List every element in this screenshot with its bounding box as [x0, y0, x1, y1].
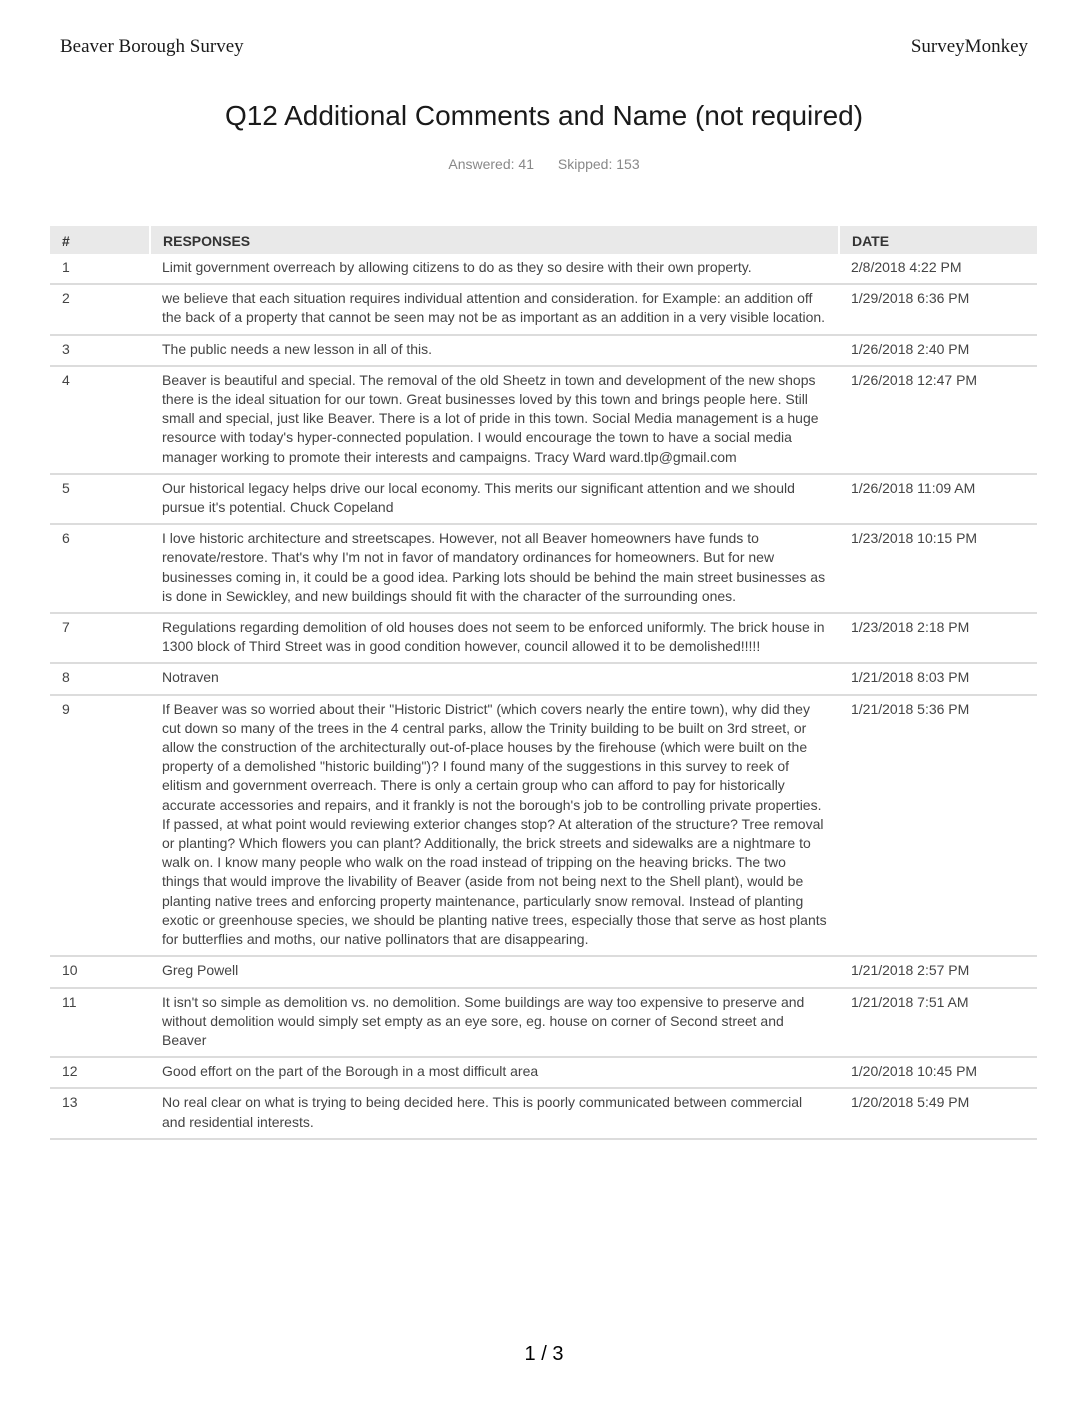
- row-date: 1/26/2018 2:40 PM: [839, 335, 1037, 366]
- row-date: 1/29/2018 6:36 PM: [839, 284, 1037, 334]
- row-response: Notraven: [150, 663, 839, 694]
- table-row: [50, 524, 1037, 613]
- row-response: Limit government overreach by allowing citizens to do as they so desire with their own property.: [150, 254, 839, 284]
- row-number: 9: [50, 695, 150, 957]
- table-row: [50, 613, 1037, 663]
- row-number: 6: [50, 524, 150, 613]
- survey-name: Beaver Borough Survey: [60, 36, 244, 57]
- row-number: 5: [50, 474, 150, 524]
- row-number: 12: [50, 1057, 150, 1088]
- table-header-row: [50, 226, 1037, 254]
- table-row: [50, 335, 1037, 366]
- row-date: 1/20/2018 5:49 PM: [839, 1088, 1037, 1138]
- row-date: 1/21/2018 7:51 AM: [839, 988, 1037, 1058]
- row-date: 1/26/2018 11:09 AM: [839, 474, 1037, 524]
- column-header-date: DATE: [839, 226, 1037, 254]
- column-header-responses: RESPONSES: [150, 226, 839, 254]
- column-header-number: #: [50, 226, 150, 254]
- table-row: [50, 695, 1037, 957]
- row-response: Our historical legacy helps drive our local economy. This merits our significant attention and we should pursue it's potential. Chuck Copeland: [150, 474, 839, 524]
- table-row: [50, 474, 1037, 524]
- row-date: 1/21/2018 8:03 PM: [839, 663, 1037, 694]
- row-response: I love historic architecture and streetscapes. However, not all Beaver homeowners have funds to renovate/restore. That's why I'm not in favor of mandatory ordinances for homeowners. But for new businesses coming in, it could be a good idea. Parking lots should be behind the main street businesses as is done in Sewickley, and new buildings should fit with the character of the surrounding ones.: [150, 524, 839, 613]
- row-date: 1/20/2018 10:45 PM: [839, 1057, 1037, 1088]
- table-row: [50, 366, 1037, 474]
- row-response: Good effort on the part of the Borough in a most difficult area: [150, 1057, 839, 1088]
- row-response: The public needs a new lesson in all of this.: [150, 335, 839, 366]
- row-number: 7: [50, 613, 150, 663]
- row-number: 1: [50, 254, 150, 284]
- page-header: [60, 36, 1028, 62]
- table-row: [50, 284, 1037, 334]
- response-stats: [0, 156, 1088, 172]
- row-date: 1/23/2018 2:18 PM: [839, 613, 1037, 663]
- responses-table: [50, 226, 1037, 1140]
- table-row: [50, 956, 1037, 987]
- row-date: 1/21/2018 2:57 PM: [839, 956, 1037, 987]
- table-row: [50, 1088, 1037, 1138]
- row-response: If Beaver was so worried about their "Historic District" (which covers nearly the entire town), why did they cut down so many of the trees in the 4 central parks, allow the Trinity building to be built on 3rd street, or allow the construction of the architecturally out-of-place houses by the firehouse (which were built on the property of a demolished "historic building")? I found many of the suggestions in this survey to reek of elitism and government overreach. There is only a certain group who can afford to pay for historically accurate accessories and repairs, and it frankly is not the borough's job to be controlling private properties. If passed, at what point would reviewing exterior changes stop? At alteration of the structure? Tree removal or planting? Which flowers you can plant? Additionally, the brick streets and sidewalks are a nightmare to walk on. I know many people who walk on the road instead of tripping on the heaving bricks. The two things that would improve the livability of Beaver (aside from not being next to the Shell plant), would be planting native trees and enforcing property maintenance, particularly snow removal. Instead of planting exotic or greenhouse species, we should be planting native trees, especially those that serve as host plants for butterflies and moths, our native pollinators that are disappearing.: [150, 695, 839, 957]
- row-number: 13: [50, 1088, 150, 1138]
- table-row: [50, 988, 1037, 1058]
- row-date: 1/26/2018 12:47 PM: [839, 366, 1037, 474]
- row-date: 2/8/2018 4:22 PM: [839, 254, 1037, 284]
- brand-name: SurveyMonkey: [910, 36, 1028, 57]
- row-number: 3: [50, 335, 150, 366]
- row-number: 10: [50, 956, 150, 987]
- row-response: No real clear on what is trying to being decided here. This is poorly communicated between commercial and residential interests.: [150, 1088, 839, 1138]
- row-number: 4: [50, 366, 150, 474]
- skipped-count: Skipped: 153: [557, 156, 640, 172]
- answered-count: Answered: 41: [448, 156, 534, 172]
- row-date: 1/21/2018 5:36 PM: [839, 695, 1037, 957]
- row-response: Regulations regarding demolition of old houses does not seem to be enforced uniformly. The brick house in 1300 block of Third Street was in good condition however, council allowed it to be demolished!!!!!: [150, 613, 839, 663]
- question-title: Q12 Additional Comments and Name (not required): [224, 100, 864, 131]
- row-response: Beaver is beautiful and special. The removal of the old Sheetz in town and development of the new shops there is the ideal situation for our town. Great businesses loved by this town and brings people here. Still small and special, just like Beaver. There is a lot of pride in this town. Social Media management is a huge resource with today's hyper-connected population. I would encourage the town to have a social media manager working to promote their interests and campaigns. Tracy Ward ward.tlp@gmail.com: [150, 366, 839, 474]
- row-response: Greg Powell: [150, 956, 839, 987]
- row-date: 1/23/2018 10:15 PM: [839, 524, 1037, 613]
- row-response: It isn't so simple as demolition vs. no demolition. Some buildings are way too expensive to preserve and without demolition would simply set empty as an eye sore, eg. house on corner of Second street and Beaver: [150, 988, 839, 1058]
- row-number: 2: [50, 284, 150, 334]
- row-number: 11: [50, 988, 150, 1058]
- row-number: 8: [50, 663, 150, 694]
- table-row: [50, 663, 1037, 694]
- row-response: we believe that each situation requires individual attention and consideration. for Example: an addition off the back of a property that cannot be seen may not be as important as an addition in a very visible location.: [150, 284, 839, 334]
- table-row: [50, 1057, 1037, 1088]
- page-indicator: 1 / 3: [524, 1343, 564, 1365]
- table-row: [50, 254, 1037, 284]
